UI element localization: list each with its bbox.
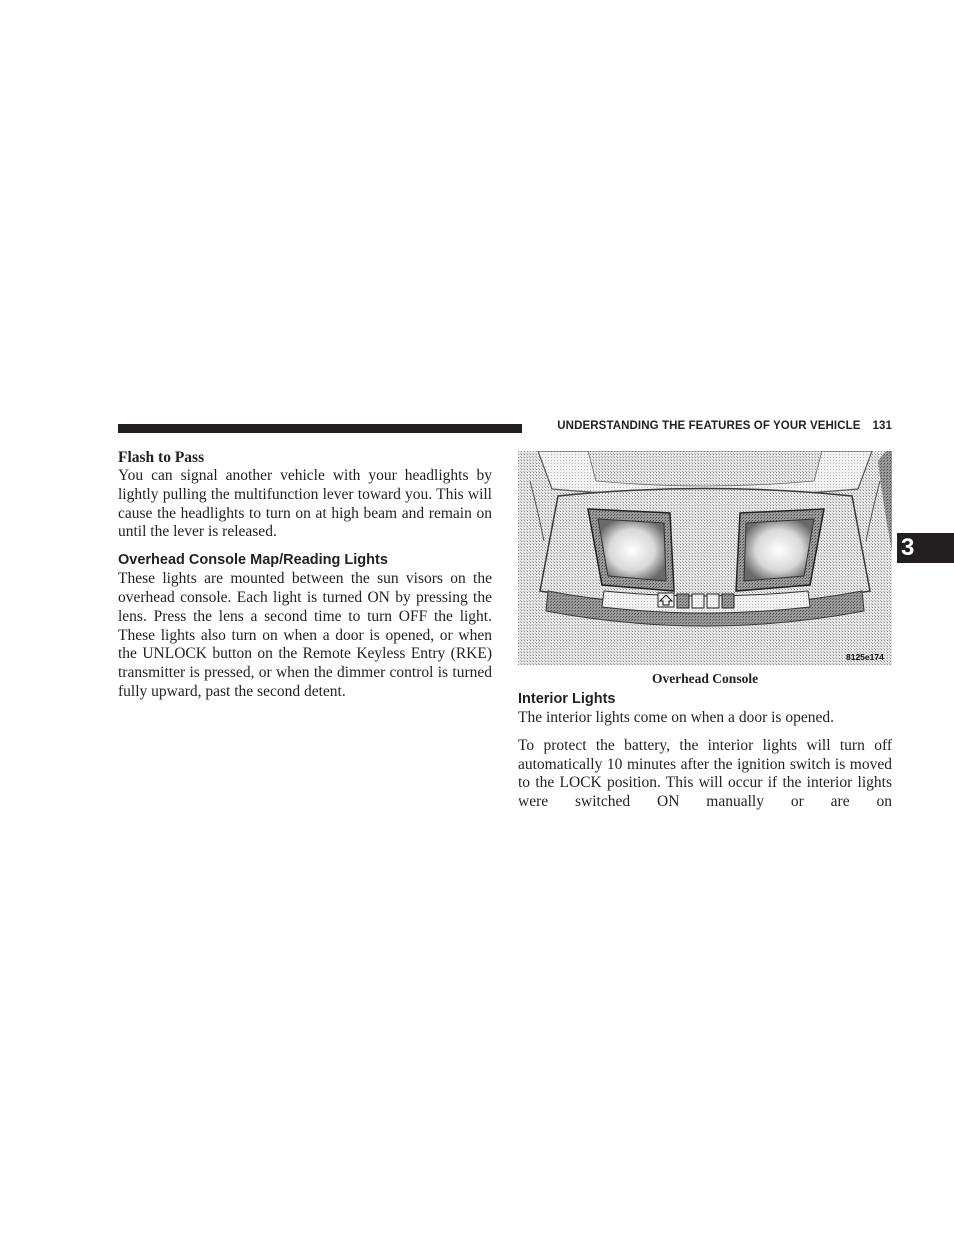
flash-to-pass-body: You can signal another vehicle with your headlights by lightly pulling the multifunction lever toward you. This will cause the headlights to turn on at high beam and remain on until the lever is released. (118, 467, 492, 541)
flash-to-pass-heading: Flash to Pass (118, 449, 205, 466)
image-code: 8125e174 (846, 652, 884, 662)
figure-caption: Overhead Console (651, 671, 759, 686)
chapter-tab: 3 (897, 533, 954, 563)
interior-lights-body-1: The interior lights come on when a door is opened. (518, 709, 834, 726)
overhead-console-heading: Overhead Console Map/Reading Lights (118, 552, 388, 569)
right-column (518, 690, 892, 812)
overhead-console-body: These lights are mounted between the sun visors on the overhead console. Each light is turned ON by pressing the lens. Press the lens a second time to turn OFF the light. These lights also turn on when a door is opened, or when the UNLOCK button on the Remote Keyless Entry (RKE) transmitter is pressed, or when the dimmer control is turned fully upward, past the second detent. (118, 570, 492, 700)
header-rule (118, 424, 522, 433)
running-title: UNDERSTANDING THE FEATURES OF YOUR VEHICLE (557, 420, 861, 432)
interior-lights-body-2: To protect the battery, the interior lights will turn off automatically 10 minutes after the ignition switch is moved to the LOCK position. This will occur if the interior lights were switched ON manually or are on (518, 736, 892, 811)
running-header (531, 420, 892, 432)
left-column (118, 448, 492, 702)
overhead-console-illustration (518, 451, 892, 665)
interior-lights-heading: Interior Lights (518, 691, 616, 707)
page-number: 131 (872, 420, 892, 432)
